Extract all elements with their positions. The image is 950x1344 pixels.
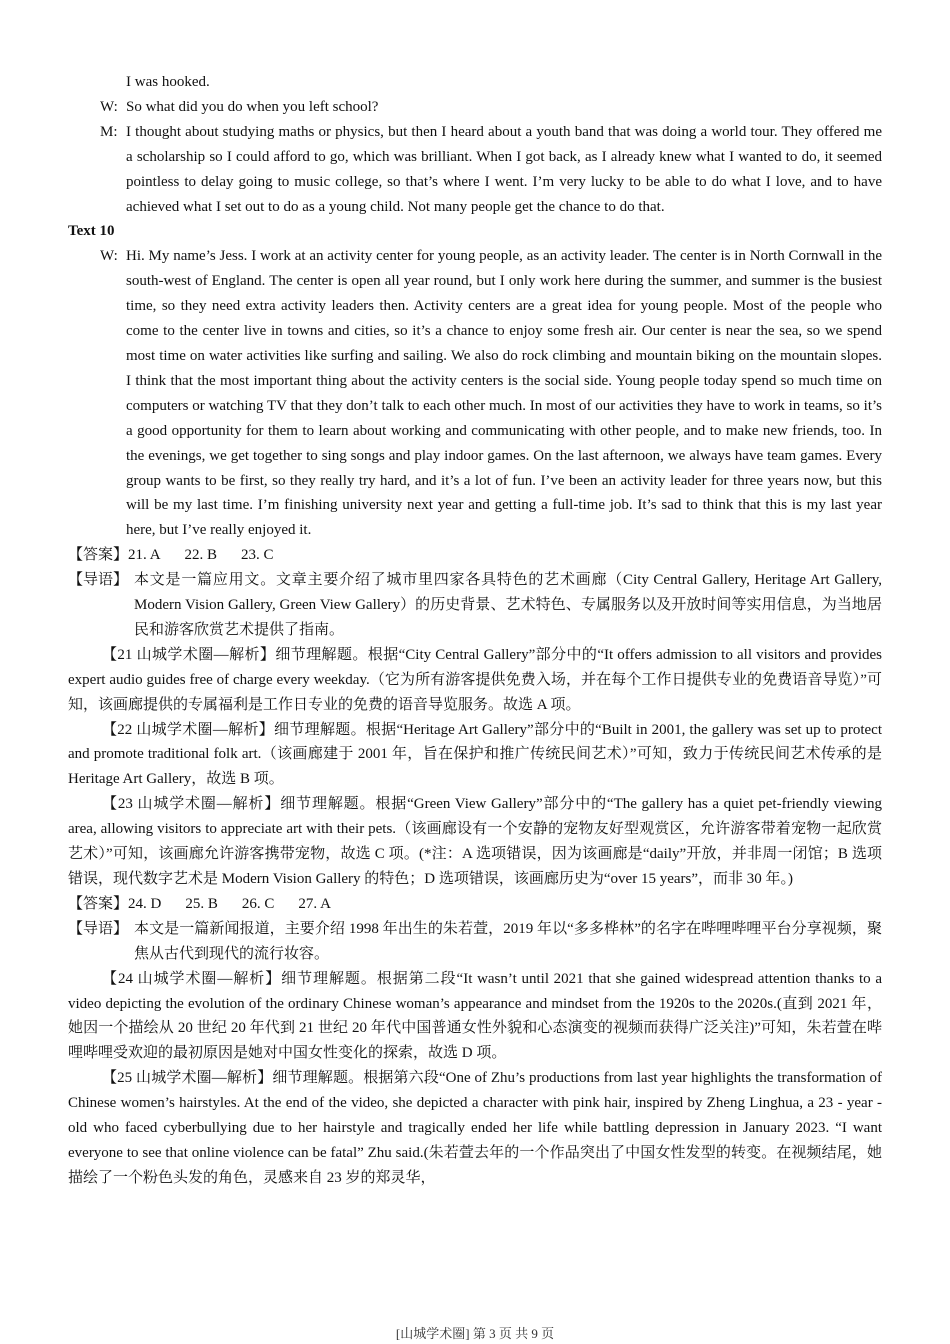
speaker-label: W: [100,248,118,265]
answer-item: 27. A [298,895,331,912]
page-footer: [山城学术圈] 第 3 页 共 9 页 [395,1326,555,1341]
speaker-label: W: [100,98,118,115]
answer-item: 26. C [241,895,275,912]
analysis-paragraph: 【24 山城学术圈—解析】细节理解题。根据第二段“It wasn’t until 2021 that she gained widespread attention thanks to a video depicting the evolution of the ordinary Chinese woman’s appearance and mindset from the 1920s to the 2020s.(直到 2021 年，她因一个描绘从 20 世纪 20 年代到 21 世纪 20 年代中国普通女性外貌和心态演变的视频而获得广泛关注)”可知，朱若萱在哔哩哔哩受欢迎的最初原因是她对中国女性变化的探索，故选 D 项。 [68,970,882,1062]
dialogue-line-m [0,120,950,220]
answer-line [0,892,950,917]
guide-note [0,917,950,967]
analysis-paragraph: 【22 山城学术圈—解析】细节理解题。根据“Heritage Art Gallery”部分中的“Built in 2001, the gallery was set up to protect and promote traditional folk art.（该画廊建于 2001 年，旨在保护和推广传统民间艺术）”可知，致力于传统民间艺术传承的是 Heritage Art Gallery，故选 B 项。 [68,721,882,788]
answer-item: 22. B [184,547,218,564]
answer-item: 23. C [241,547,274,564]
dialogue-line-w [0,95,950,120]
guide-text: 本文是一篇应用文。文章主要介绍了城市里四家各具特色的艺术画廊（City Central Gallery, Heritage Art Gallery, Modern Vision Gallery, Green View Gallery）的历史背景、艺术特色、专属服务以及开放时间等实用信息，为当地居民和游客欣赏艺术提供了指南。 [134,572,882,638]
section-heading: Text 10 [68,223,115,240]
answer-item: 21. A [128,547,161,564]
analysis-paragraph: 【21 山城学术圈—解析】细节理解题。根据“City Central Gallery”部分中的“It offers admission to all visitors and provides expert audio guides free of charge every weekday.（它为所有游客提供免费入场，并在每个工作日提供专业的免费语音导览）”可知，该画廊提供的专属福利是工作日专业的免费的语音导览服务。故选 A 项。 [68,646,882,713]
answer-item: 24. D [128,895,162,912]
document-page [0,70,950,1191]
text10-monologue [0,244,950,543]
analysis-paragraph: 【23 山城学术圈—解析】细节理解题。根据“Green View Gallery”部分中的“The gallery has a quiet pet-friendly viewing area, allowing visitors to appreciate art with their pets.（该画廊设有一个安静的宠物友好型观赏区，允许游客带着宠物一起欣赏艺术）”可知，该画廊允许游客携带宠物，故选 C 项。(*注：A 选项错误，因为该画廊是“daily”开放，并非周一闭馆；B 选项错误，现代数字艺术是 Modern Vision Gallery 的特色；D 选项错误，该画廊历史为“over 15 years”，而非 30 年。) [68,796,882,887]
guide-note [0,568,950,643]
analysis-paragraph: 【25 山城学术圈—解析】细节理解题。根据第六段“One of Zhu’s productions from last year highlights the transformation of Chinese women’s hairstyles. At the end of the video, she depicted a character with pink hair, inspired by Zheng Linghua, a 23 - year - old who faced cyberbullying due to her hairstyle and tragically ended her life while battling depression in January 2023. “I want everyone to see that online violence can be fatal” Zhu said.(朱若萱去年的一个作品突出了中国女性发型的转变。在视频结尾，她描绘了一个粉色头发的角色，灵感来自 23 岁的郑灵华， [68,1070,882,1186]
guide-label: 【导语】 [68,920,129,937]
guide-text: 本文是一篇新闻报道，主要介绍 1998 年出生的朱若萱，2019 年以“多多桦林”的名字在哔哩哔哩平台分享视频，聚焦从古代到现代的流行妆容。 [134,920,882,962]
monologue-text: Hi. My name’s Jess. I work at an activity center for young people, as an activity leader. The center is in North Cornwall in the south-west of England. The center is open all year round, but I only work here during the summer, and summer is the busiest time, so they need extra activity leaders then. Activity centers are a great idea for young people. Most of the people who come to the center live in towns and cities, so it’s a chance to enjoy some fresh air. Our center is near the sea, so we spend most time on water activities like surfing and sailing. We also do rock climbing and mountain biking on the mountain slopes. I think that the most important thing about the activity centers is the social side. Young people today spend so much time on computers or watching TV that they don’t talk to each other much. In most of our activities they have to work in teams, so it’s a good opportunity for them to learn about working and communicating with other people, and to make new friends, too. In the evenings, we get together to sing songs and play indoor games. On the last afternoon, we always have team games. Every group wants to be first, so they really try hard, and it’s a lot of fun. I’ve been an activity leader for three years now, but this will be my last time. I’m finishing university next year and getting a full-time job. It’s sad to think that this is my last year here, but I’ve really enjoyed it. [126,248,882,539]
answer-label: 【答案】 [68,547,129,564]
answer-item: 25. B [185,895,218,912]
answer-label: 【答案】 [68,895,129,912]
speaker-label: M: [100,123,118,140]
dialogue-text: I thought about studying maths or physics, but then I heard about a youth band that was doing a world tour. They offered me a scholarship so I could afford to go, which was brilliant. When I got back, as I already knew what I wanted to do, it seemed pointless to delay going to music college, so that’s where I went. I’m very lucky to be able to do what I love, and to have achieved what I set out to do as a young child. Not many people get the chance to do that. [126,123,882,215]
dialogue-continuation: I was hooked. [126,74,210,90]
dialogue-text: So what did you do when you left school? [126,98,379,115]
guide-label: 【导语】 [68,572,129,589]
answer-line [0,543,950,568]
